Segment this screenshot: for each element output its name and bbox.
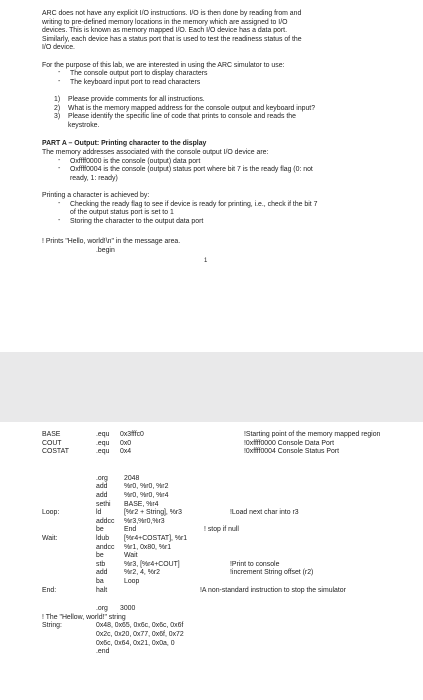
equ-comment: !0xffff0000 Console Data Port: [244, 439, 335, 447]
equ-directive: .equ: [96, 431, 110, 438]
equ-comment: !0xffff0004 Console Status Port: [244, 448, 340, 456]
bullet-icon: -: [58, 156, 61, 164]
string-comment: ! The "Hellow, world!" string: [42, 613, 126, 621]
code-args: %r1, 0x80, %r1: [124, 543, 172, 551]
code-op: be: [96, 526, 104, 534]
code-comment: ! stop if null: [204, 526, 239, 534]
intro-line: devices. This is known as memory mapped I/O. Each I/O device has a data port.: [42, 27, 287, 35]
printing-step: Checking the ready flag to see if device is ready for printing, i.e., check if the bit 7: [70, 200, 318, 208]
task-number: 1): [54, 96, 61, 103]
code-op: stb: [96, 560, 106, 568]
printing-step: Storing the character to the output data port: [70, 217, 204, 225]
code-label: End:: [42, 586, 57, 594]
equ-label: COUT: [42, 439, 62, 447]
code-args: BASE, %r4: [124, 500, 159, 508]
equ-value: 0x4: [120, 448, 132, 456]
code-comment: !A non-standard instruction to stop the simulator: [200, 586, 346, 594]
code-args: %r0, %r0, %r2: [124, 483, 169, 491]
purpose-item: The keyboard input port to read characters: [70, 78, 201, 86]
equ-label: COSTAT: [42, 448, 69, 456]
equ-comment: !Starting point of the memory mapped region: [244, 431, 381, 438]
code-op: ba: [96, 578, 104, 585]
string-bytes: 0x6c, 0x64, 0x21, 0x0a, 0: [96, 639, 175, 647]
string-label: String:: [42, 622, 62, 630]
intro-line: writing to pre-defined memory locations in the memory which are assigned to I/O: [42, 18, 288, 26]
task-text: keystroke.: [68, 121, 100, 129]
printing-step: of the output status port is set to 1: [70, 209, 174, 217]
printing-text: Printing a character is achieved by:: [42, 192, 150, 199]
purpose-text: For the purpose of this lab, we are interested in using the ARC simulator to use:: [42, 61, 285, 69]
part-a-title: PART A – Output: Printing character to the display: [42, 140, 207, 148]
code-op: halt: [96, 586, 108, 594]
code-label: Wait:: [42, 535, 58, 542]
code-comment: !increment String offset (r2): [230, 569, 314, 577]
intro-line: I/O device.: [42, 44, 75, 52]
task-number: 3): [54, 113, 61, 121]
string-bytes: 0x48, 0x65, 0x6c, 0x6c, 0x6f: [96, 622, 184, 630]
code-args: End: [124, 526, 137, 534]
code-args: %r2, 4, %r2: [124, 569, 160, 577]
code-args: %r3,%r0,%r3: [124, 517, 165, 525]
intro-line: Similarly, each device has a status port that is used to test the readiness status of the: [42, 35, 302, 43]
task-number: 2): [54, 104, 61, 112]
code-args: 2048: [124, 474, 140, 482]
code-op: be: [96, 552, 104, 560]
code-args: %r0, %r0, %r4: [124, 492, 169, 499]
equ-value: 0x3fffc0: [120, 431, 144, 438]
bullet-icon: -: [58, 216, 61, 224]
intro-line: ARC does not have any explicit I/O instructions. I/O is then done by reading from and: [42, 10, 302, 17]
code-args: Wait: [124, 552, 138, 560]
begin-directive: .begin: [96, 247, 115, 254]
address-item: ready, 1: ready): [70, 174, 118, 182]
code-comment: ! Prints "Hello, world!\n" in the message area.: [42, 238, 181, 246]
code-label: Loop:: [42, 509, 60, 517]
code-op: addcc: [96, 517, 115, 525]
code-op: .org: [96, 474, 108, 482]
page-gap: [0, 352, 423, 422]
purpose-item: The console output port to display characters: [70, 70, 208, 78]
code-comment: !Print to console: [230, 560, 280, 568]
page-number: 1: [204, 257, 208, 264]
equ-directive: .equ: [96, 439, 110, 447]
org-directive: .org: [96, 605, 108, 613]
equ-label: BASE: [42, 431, 61, 438]
address-item: Oxffff0000 is the console (output) data port: [70, 157, 201, 165]
task-text: Please provide comments for all instructions.: [68, 96, 205, 103]
part-a-intro: The memory addresses associated with the console output I/O device are:: [42, 149, 269, 156]
task-text: Please identify the specific line of code that prints to console and reads the: [68, 113, 296, 121]
task-text: What is the memory mapped address for the console output and keyboard input?: [68, 104, 316, 112]
bullet-icon: -: [58, 165, 61, 173]
code-op: ld: [96, 509, 102, 517]
end-directive: .end: [96, 648, 110, 656]
bullet-icon: -: [58, 77, 61, 85]
org-value: 3000: [120, 605, 136, 613]
equ-value: 0x0: [120, 439, 132, 447]
code-args: Loop: [124, 578, 140, 585]
code-args: %r3, [%r4+COUT]: [124, 560, 180, 568]
equ-directive: .equ: [96, 448, 110, 456]
string-bytes: 0x2c, 0x20, 0x77, 0x6f, 0x72: [96, 631, 184, 638]
code-op: sethi: [96, 500, 111, 508]
bullet-icon: -: [58, 69, 61, 77]
address-item: Oxffff0004 is the console (output) status port where bit 7 is the ready flag (0: not: [70, 166, 313, 174]
code-op: ldub: [96, 535, 110, 542]
code-comment: !Load next char into r3: [230, 509, 299, 517]
bullet-icon: -: [58, 199, 61, 207]
code-op: add: [96, 483, 108, 491]
code-args: [%r4+COSTAT], %r1: [124, 535, 188, 542]
code-op: add: [96, 492, 108, 499]
document-page-2: [0, 422, 423, 700]
code-op: add: [96, 569, 108, 577]
code-args: [%r2 + String], %r3: [124, 509, 183, 517]
code-op: andcc: [96, 543, 115, 551]
